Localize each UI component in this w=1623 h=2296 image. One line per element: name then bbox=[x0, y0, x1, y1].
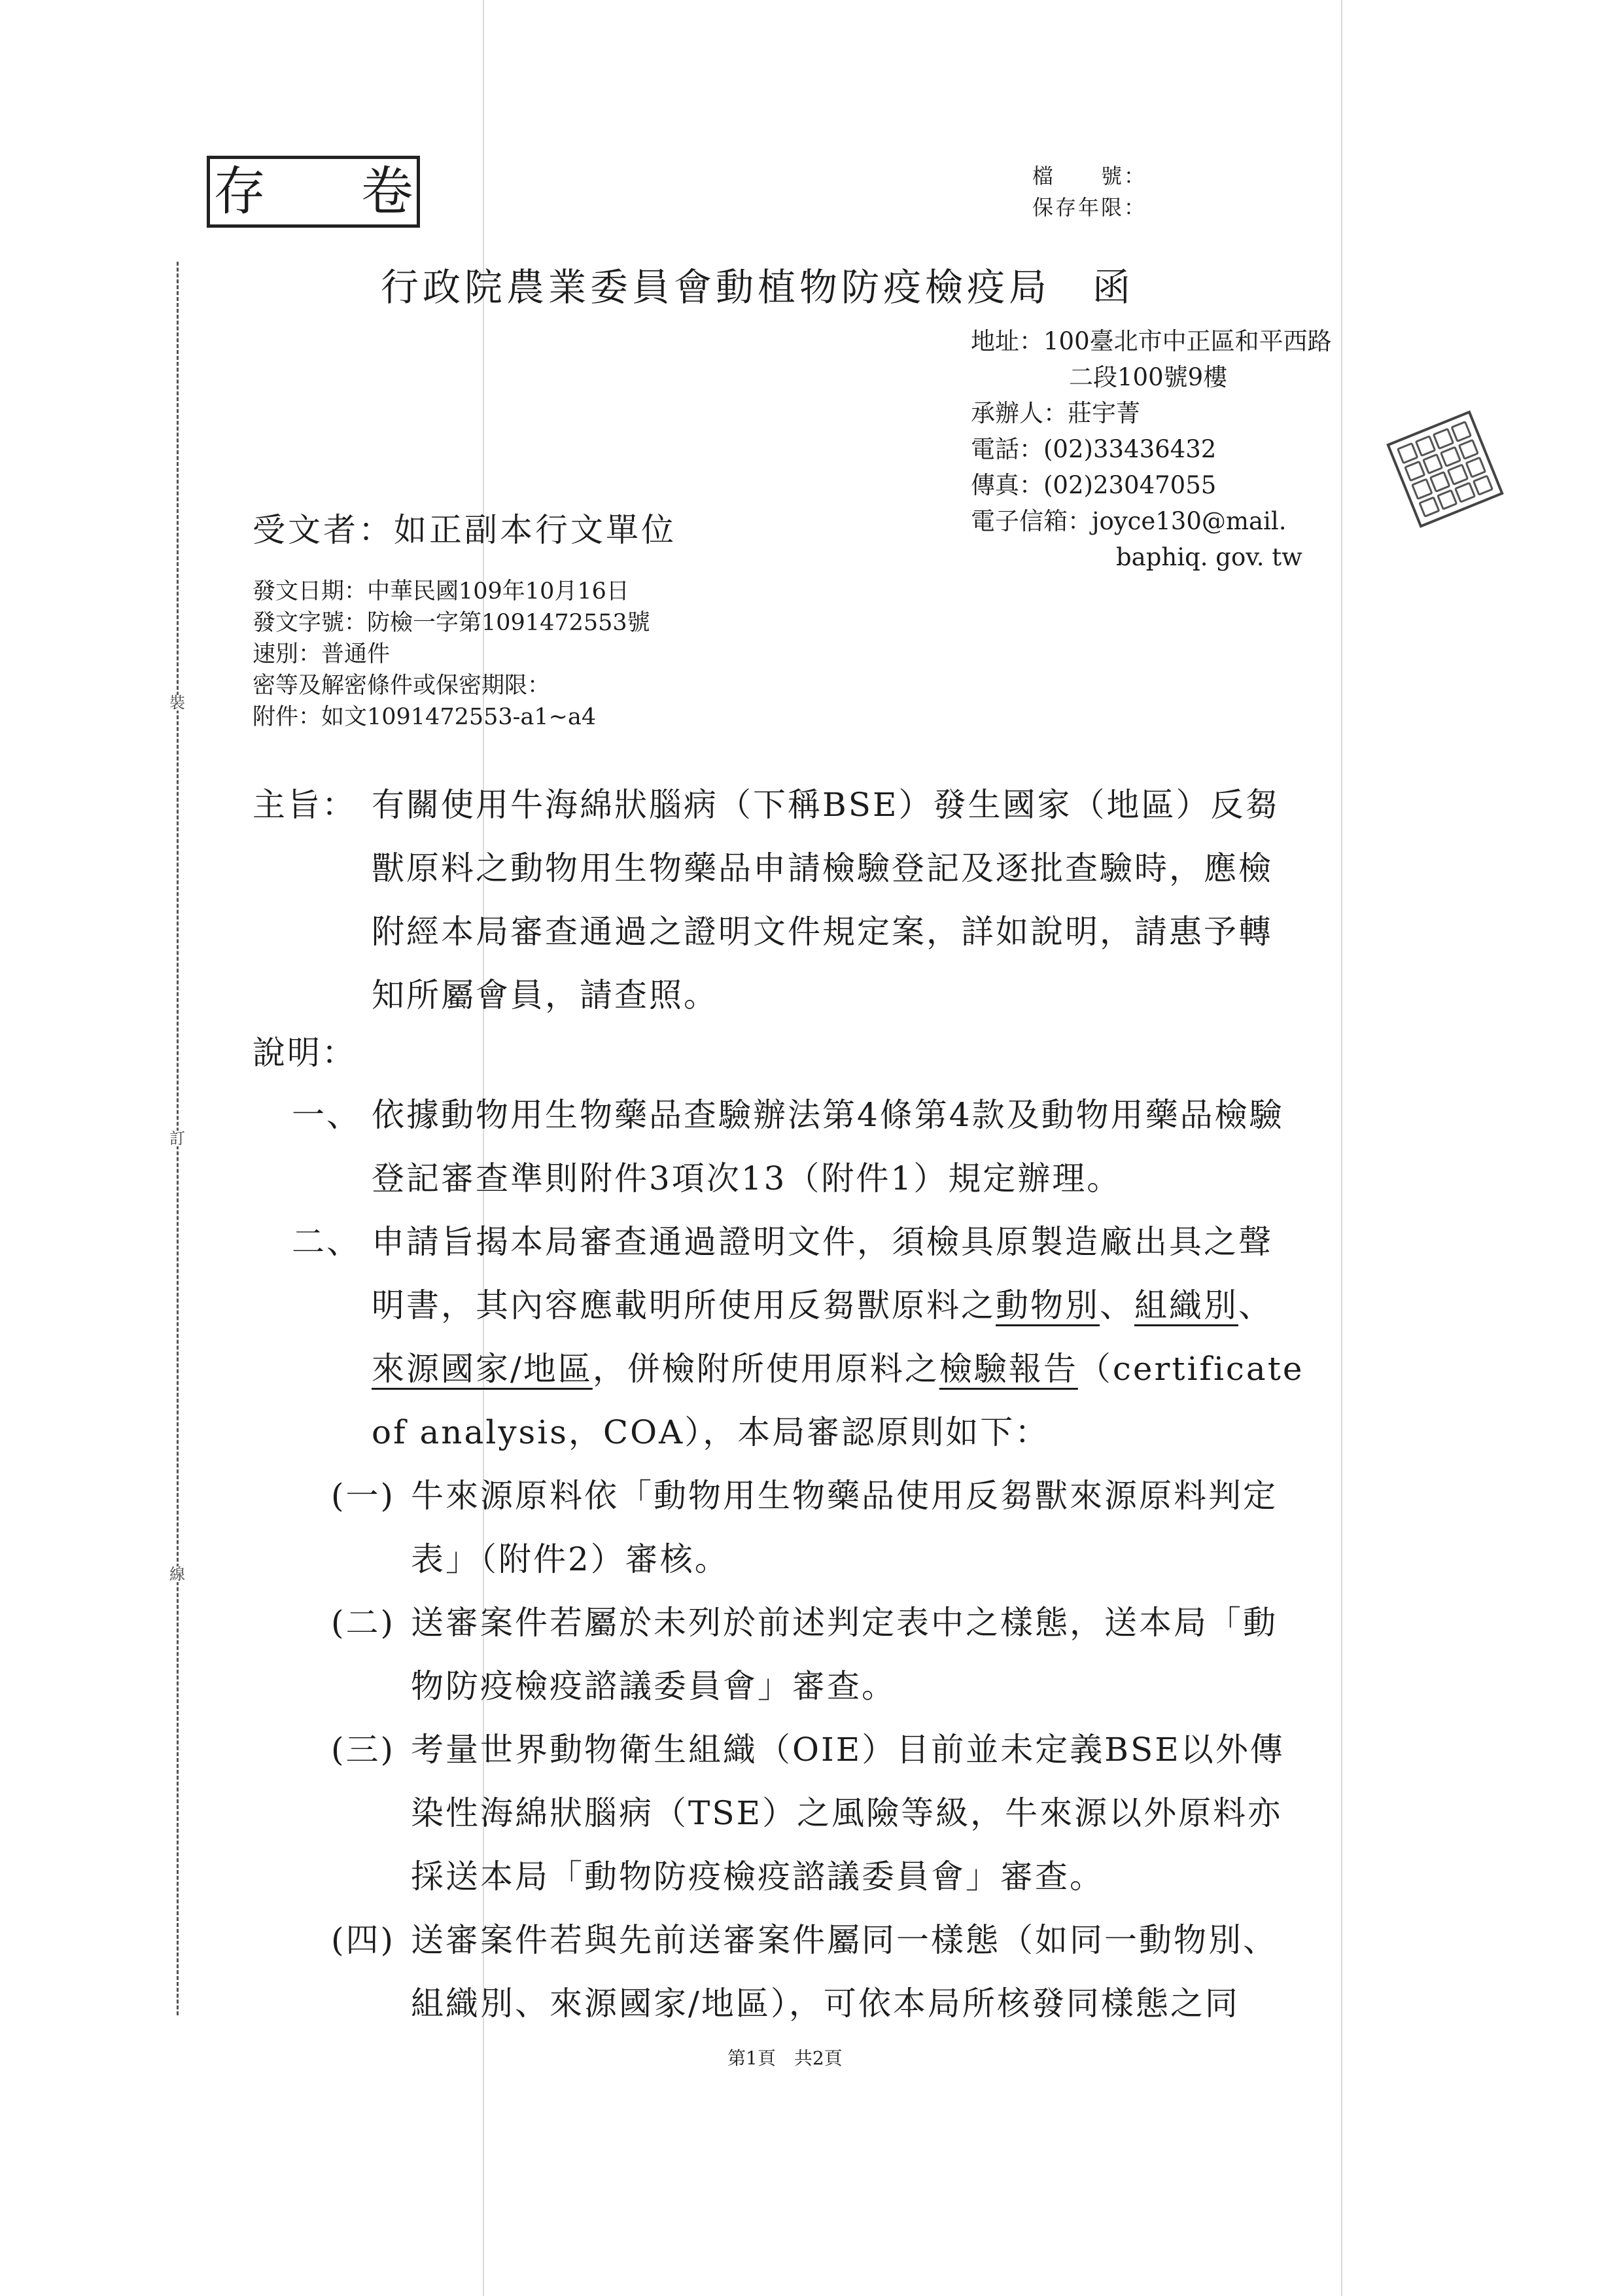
archive-stamp bbox=[207, 156, 453, 228]
item-line: 登記審查準則附件3項次13（附件1）規定辦理。 bbox=[372, 1159, 1122, 1197]
subitem-line: 送審案件若屬於未列於前述判定表中之樣態，送本局「動 bbox=[411, 1604, 1278, 1642]
binding-mark-zhuang: 裝 bbox=[167, 695, 188, 711]
subject-line: 附經本局審查通過之證明文件規定案，詳如說明，請惠予轉 bbox=[372, 913, 1273, 951]
classification: 密等及解密條件或保密期限： bbox=[253, 673, 551, 699]
subject-line: 知所屬會員，請查照。 bbox=[372, 976, 718, 1014]
item-number: 二、 bbox=[292, 1223, 361, 1261]
sender-address-line1: 地址：100臺北市中正區和平西路 bbox=[971, 327, 1332, 355]
underlined-term-source-country: 來源國家/地區 bbox=[372, 1350, 593, 1388]
subitem-line: 染性海綿狀腦病（TSE）之風險等級，牛來源以外原料亦 bbox=[411, 1794, 1283, 1832]
subitem-line: 考量世界動物衛生組織（OIE）目前並未定義BSE以外傳 bbox=[411, 1731, 1285, 1769]
issue-date: 發文日期：中華民國109年10月16日 bbox=[253, 578, 629, 605]
subject-line: 有關使用牛海綿狀腦病（下稱BSE）發生國家（地區）反芻 bbox=[372, 786, 1280, 824]
item-text: 、 bbox=[1238, 1286, 1273, 1324]
item-line: 依據動物用生物藥品查驗辦法第4條第4款及動物用藥品檢驗 bbox=[372, 1096, 1284, 1134]
subitem-number: (三) bbox=[331, 1731, 396, 1769]
item-line: of analysis，COA），本局審認原則如下： bbox=[372, 1413, 1050, 1451]
underlined-term-test-report: 檢驗報告 bbox=[939, 1350, 1078, 1388]
email-line2: baphiq. gov. tw bbox=[1116, 543, 1302, 571]
archive-stamp-text: 存 卷 bbox=[213, 161, 453, 222]
attachments: 附件：如文1091472553-a1~a4 bbox=[253, 704, 597, 730]
binding-mark-ding: 訂 bbox=[167, 1131, 188, 1146]
phone-number: 電話：(02)33436432 bbox=[971, 435, 1217, 463]
subitem-number: (四) bbox=[331, 1921, 396, 1959]
handler-name: 承辦人：莊宇菁 bbox=[971, 399, 1140, 427]
sender-address-line2: 二段100號9樓 bbox=[1069, 363, 1228, 391]
scan-artifact-line bbox=[1341, 0, 1342, 2296]
subitem-line: 採送本局「動物防疫檢疫諮議委員會」審查。 bbox=[411, 1858, 1104, 1896]
item-number: 一、 bbox=[292, 1096, 361, 1134]
underlined-term-animal-type: 動物別 bbox=[996, 1286, 1100, 1324]
subitem-line: 牛來源原料依「動物用生物藥品使用反芻獸來源原料判定 bbox=[411, 1477, 1278, 1515]
subject-line: 獸原料之動物用生物藥品申請檢驗登記及逐批查驗時，應檢 bbox=[372, 849, 1273, 887]
subitem-line: 物防疫檢疫諮議委員會」審查。 bbox=[411, 1667, 896, 1705]
retention-period-label: 保存年限： bbox=[1032, 195, 1147, 220]
item-line: 申請旨揭本局審查通過證明文件，須檢具原製造廠出具之聲 bbox=[372, 1223, 1273, 1261]
item-text: 、 bbox=[1100, 1286, 1134, 1324]
subitem-line: 表」（附件2）審核。 bbox=[411, 1540, 729, 1578]
item-line bbox=[372, 1337, 1304, 1401]
explanation-label: 說明： bbox=[253, 1034, 357, 1072]
subject-label: 主旨： bbox=[253, 786, 357, 824]
page-footer: 第1頁 共2頁 bbox=[727, 2047, 843, 2069]
binding-mark-xian: 線 bbox=[167, 1566, 188, 1582]
item-text: ，併檢附所使用原料之 bbox=[592, 1350, 939, 1388]
document-number: 發文字號：防檢一字第1091472553號 bbox=[253, 610, 650, 636]
underlined-term-tissue-type: 組織別 bbox=[1134, 1286, 1238, 1324]
priority: 速別：普通件 bbox=[253, 641, 391, 667]
fax-number: 傳真：(02)23047055 bbox=[971, 471, 1217, 499]
subitem-number: (一) bbox=[331, 1477, 396, 1515]
subitem-line: 組織別、來源國家/地區），可依本局所核發同樣態之同 bbox=[411, 1985, 1240, 2022]
subitem-number: (二) bbox=[331, 1604, 396, 1642]
recipient: 受文者：如正副本行文單位 bbox=[253, 511, 676, 549]
subitem-line: 送審案件若與先前送審案件屬同一樣態（如同一動物別、 bbox=[411, 1921, 1278, 1959]
document-title: 行政院農業委員會動植物防疫檢疫局 函 bbox=[381, 265, 1135, 309]
official-seal-icon bbox=[1386, 410, 1504, 528]
item-text: （certificate bbox=[1077, 1350, 1304, 1388]
item-text: 明書，其內容應載明所使用反芻獸原料之 bbox=[372, 1286, 996, 1324]
item-line bbox=[372, 1274, 1273, 1337]
file-number-label: 檔 號： bbox=[1032, 164, 1147, 188]
email-line1: 電子信箱：joyce130@mail. bbox=[971, 507, 1287, 535]
